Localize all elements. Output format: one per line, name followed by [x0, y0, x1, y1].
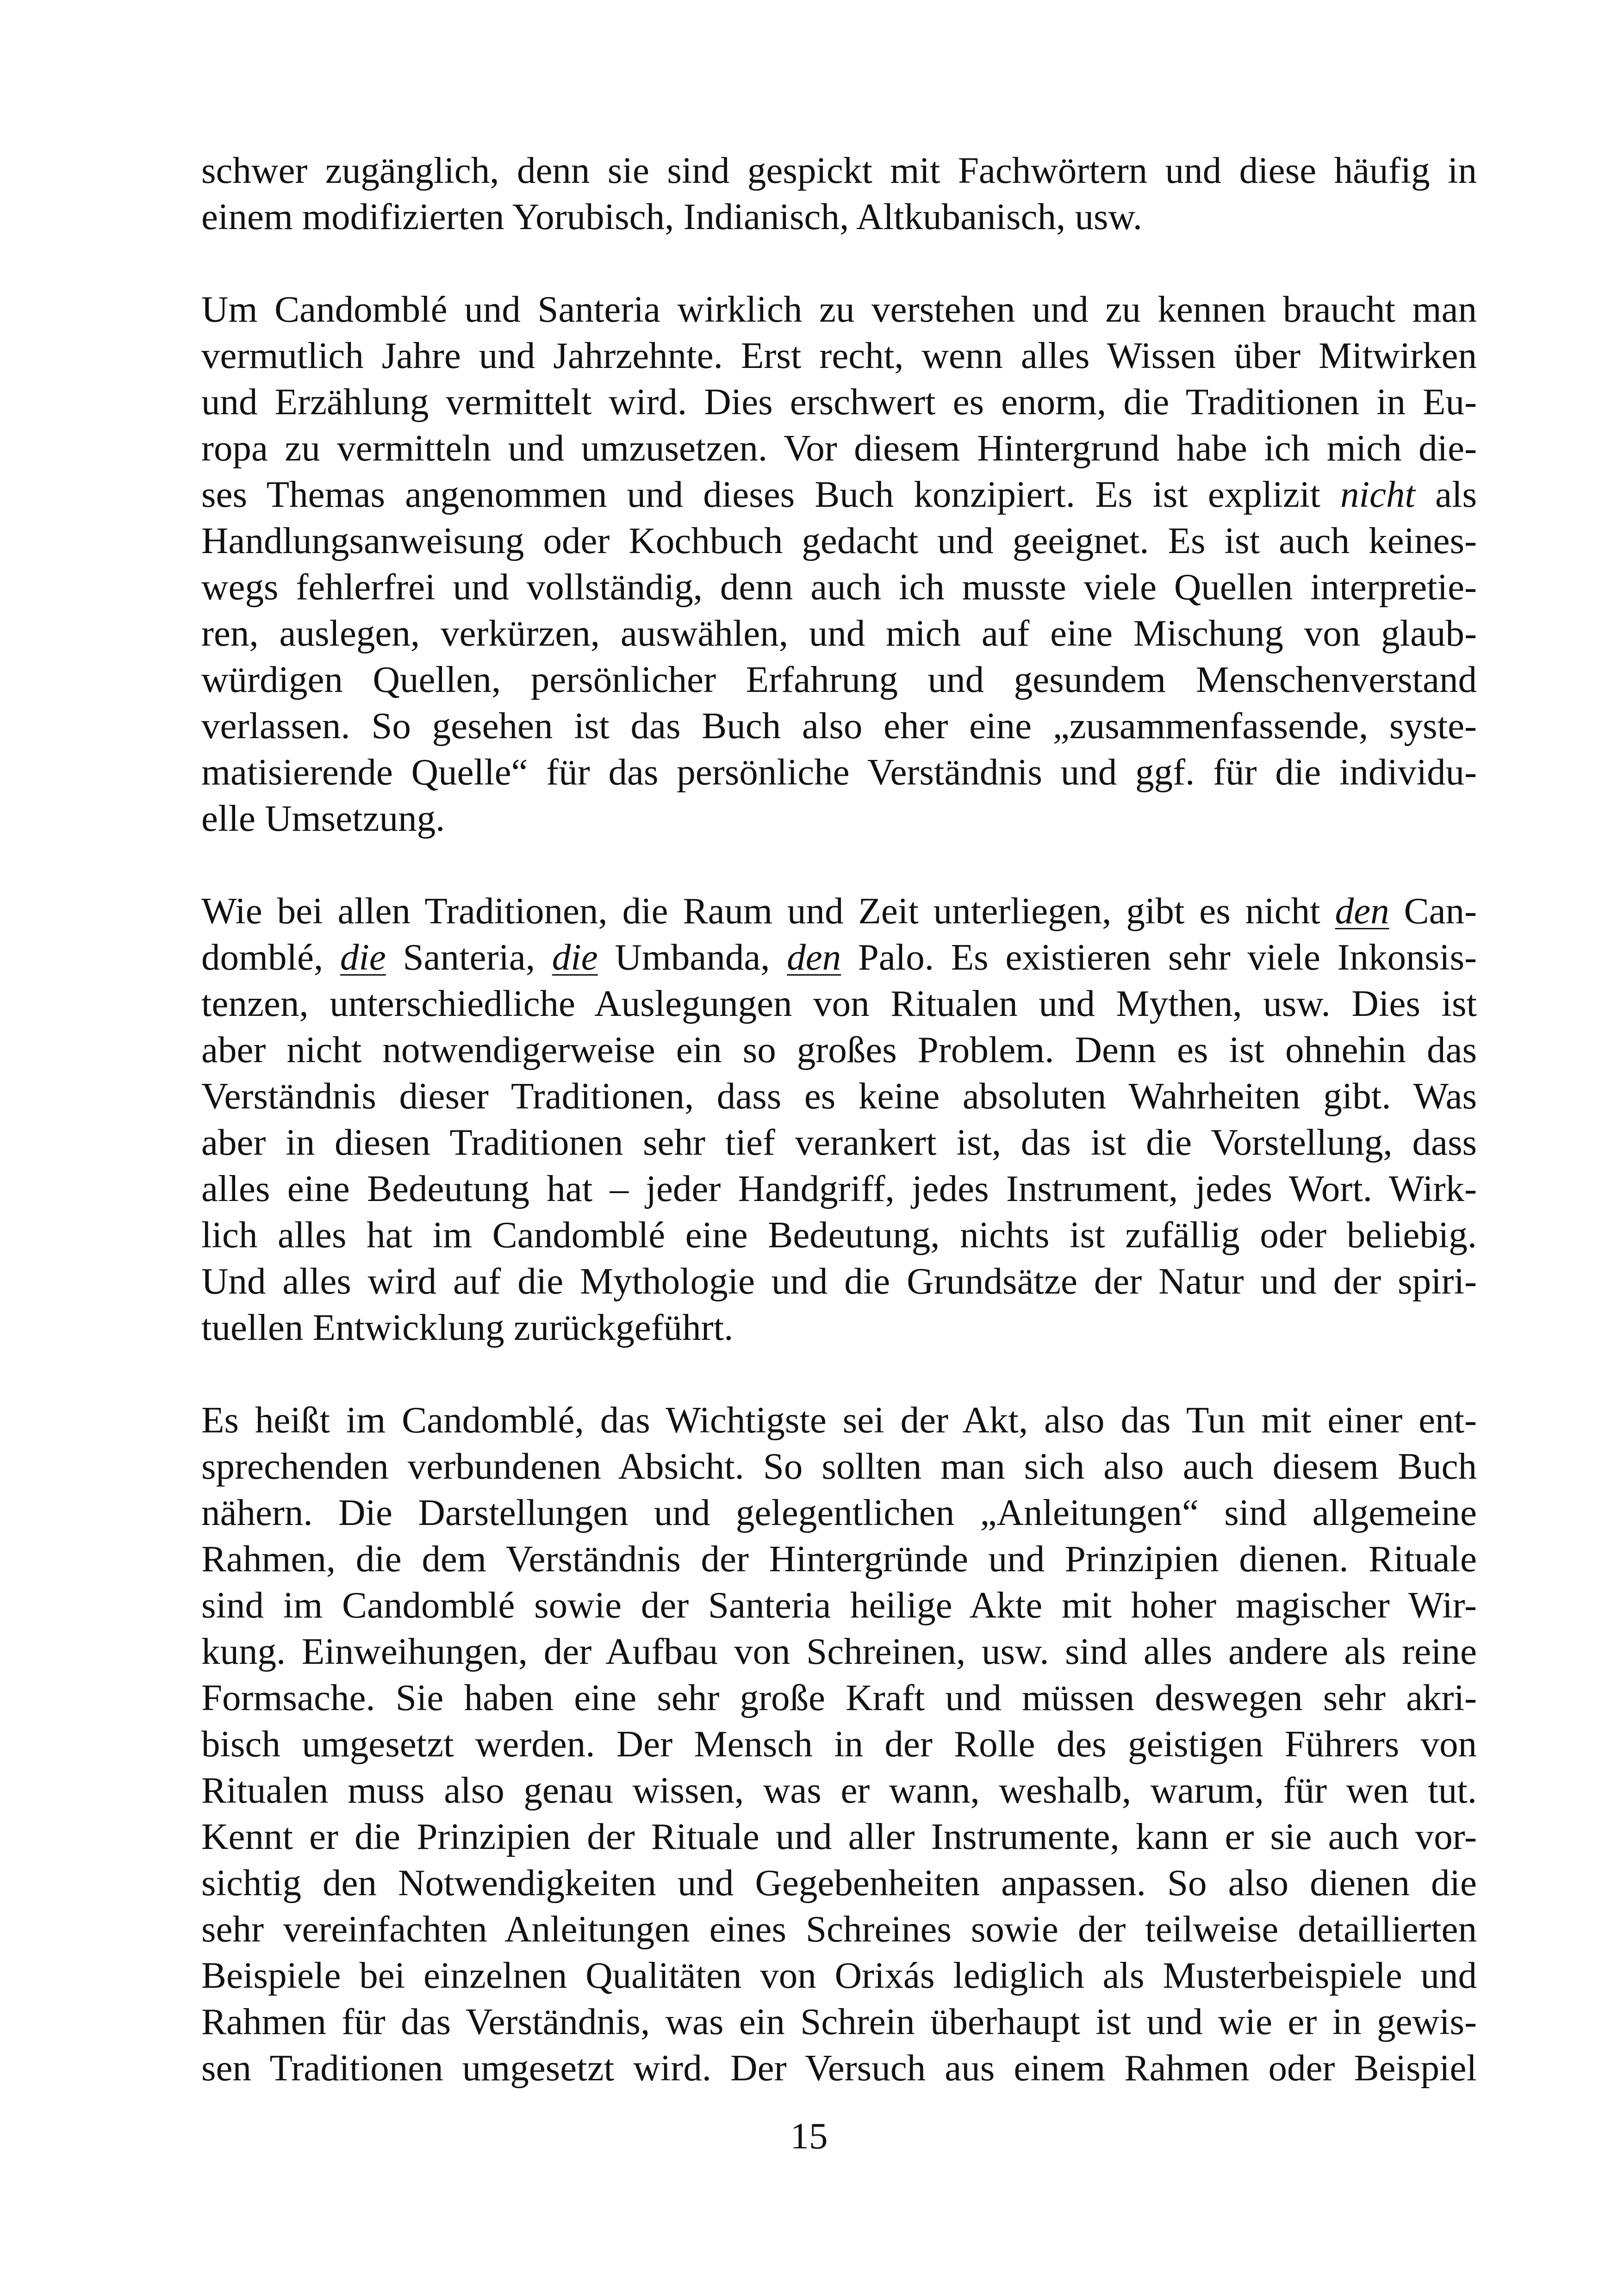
emphasized-word: die [340, 936, 386, 978]
text-line: kung. Einweihungen, der Aufbau von Schreinen, usw. sind alles andere als reine [201, 1630, 1477, 1672]
text-line: Wie bei allen Traditionen, die Raum und Zeit unterliegen, gibt es nicht den Can- [201, 890, 1477, 932]
text-line: ses Themas angenommen und dieses Buch konzipiert. Es ist explizit nicht als [201, 473, 1477, 515]
text-line: würdigen Quellen, persönlicher Erfahrung und gesundem Menschenverstand [201, 659, 1477, 700]
paragraph [201, 286, 1477, 841]
text-line: Verständnis dieser Traditionen, dass es keine absoluten Wahrheiten gibt. Was [201, 1075, 1477, 1117]
emphasized-word: den [787, 936, 841, 978]
text-line: elle Umsetzung. [201, 797, 445, 839]
text-line: Ritualen muss also genau wissen, was er wann, weshalb, warum, für wen tut. [201, 1769, 1477, 1811]
text-line: alles eine Bedeutung hat – jeder Handgriff, jedes Instrument, jedes Wort. Wirk- [201, 1168, 1477, 1209]
text-line: sen Traditionen umgesetzt wird. Der Versuch aus einem Rahmen oder Beispiel [201, 2047, 1477, 2089]
text-line: nähern. Die Darstellungen und gelegentlichen „Anleitungen“ sind allgemeine [201, 1492, 1477, 1533]
text-line: und Erzählung vermittelt wird. Dies erschwert es enorm, die Traditionen in Eu- [201, 381, 1477, 423]
text-line: Um Candomblé und Santeria wirklich zu verstehen und zu kennen braucht man [201, 288, 1477, 330]
text-line: wegs fehlerfrei und vollständig, denn auch ich musste viele Quellen interpretie- [201, 566, 1477, 608]
text-line: ren, auslegen, verkürzen, auswählen, und mich auf eine Mischung von glaub- [201, 612, 1477, 654]
text-line: Und alles wird auf die Mythologie und die Grundsätze der Natur und der spiri- [201, 1260, 1477, 1302]
text-line: einem modifizierten Yorubisch, Indianisch, Altkubanisch, usw. [201, 196, 1142, 237]
text-line: verlassen. So gesehen ist das Buch also eher eine „zusammenfassende, syste- [201, 705, 1477, 747]
text-line: Kennt er die Prinzipien der Rituale und aller Instrumente, kann er sie auch vor- [201, 1816, 1477, 1857]
paragraph [201, 1397, 1477, 2091]
text-line: aber nicht notwendigerweise ein so großes Problem. Denn es ist ohnehin das [201, 1029, 1477, 1070]
paragraph-gap [201, 240, 1477, 286]
text-line: Rahmen, die dem Verständnis der Hintergründe und Prinzipien dienen. Rituale [201, 1538, 1477, 1580]
text-line: tenzen, unterschiedliche Auslegungen von Ritualen und Mythen, usw. Dies ist [201, 983, 1477, 1024]
paragraph [201, 147, 1477, 240]
text-line: Handlungsanweisung oder Kochbuch gedacht und geeignet. Es ist auch keines- [201, 520, 1477, 561]
text-line: matisierende Quelle“ für das persönliche Verständnis und ggf. für die individu- [201, 751, 1477, 793]
text-line: ropa zu vermitteln und umzusetzen. Vor diesem Hintergrund habe ich mich die- [201, 427, 1477, 469]
text-line: tuellen Entwicklung zurückgeführt. [201, 1307, 734, 1348]
text-line: bisch umgesetzt werden. Der Mensch in der Rolle des geistigen Führers von [201, 1723, 1477, 1765]
text-line: schwer zugänglich, denn sie sind gespickt mit Fachwörtern und diese häufig in [201, 149, 1477, 191]
text-line: sichtig den Notwendigkeiten und Gegebenheiten anpassen. So also dienen die [201, 1862, 1477, 1904]
body-text [201, 147, 1477, 2091]
emphasized-word: nicht [1340, 473, 1415, 515]
text-line: sind im Candomblé sowie der Santeria heilige Akte mit hoher magischer Wir- [201, 1584, 1477, 1626]
page-number: 15 [790, 2115, 828, 2157]
text-line: domblé, die Santeria, die Umbanda, den Palo. Es existieren sehr viele Inkonsis- [201, 936, 1477, 978]
text-line: vermutlich Jahre und Jahrzehnte. Erst recht, wenn alles Wissen über Mitwirken [201, 335, 1477, 376]
text-line: sehr vereinfachten Anleitungen eines Schreines sowie der teilweise detaillierten [201, 1908, 1477, 1950]
text-line: Beispiele bei einzelnen Qualitäten von Orixás lediglich als Musterbeispiele und [201, 1954, 1477, 1996]
text-line: Es heißt im Candomblé, das Wichtigste sei der Akt, also das Tun mit einer ent- [201, 1399, 1477, 1441]
text-line: Rahmen für das Verständnis, was ein Schrein überhaupt ist und wie er in gewis- [201, 2001, 1477, 2042]
emphasized-word: die [552, 936, 598, 978]
paragraph-gap [201, 841, 1477, 888]
paragraph [201, 888, 1477, 1350]
text-line: lich alles hat im Candomblé eine Bedeutung, nichts ist zufällig oder beliebig. [201, 1214, 1477, 1256]
text-line: Formsache. Sie haben eine sehr große Kraft und müssen deswegen sehr akri- [201, 1677, 1477, 1718]
text-line: aber in diesen Traditionen sehr tief verankert ist, das ist die Vorstellung, dass [201, 1121, 1477, 1163]
text-line: sprechenden verbundenen Absicht. So sollten man sich also auch diesem Buch [201, 1445, 1477, 1487]
paragraph-gap [201, 1350, 1477, 1397]
emphasized-word: den [1335, 890, 1389, 932]
